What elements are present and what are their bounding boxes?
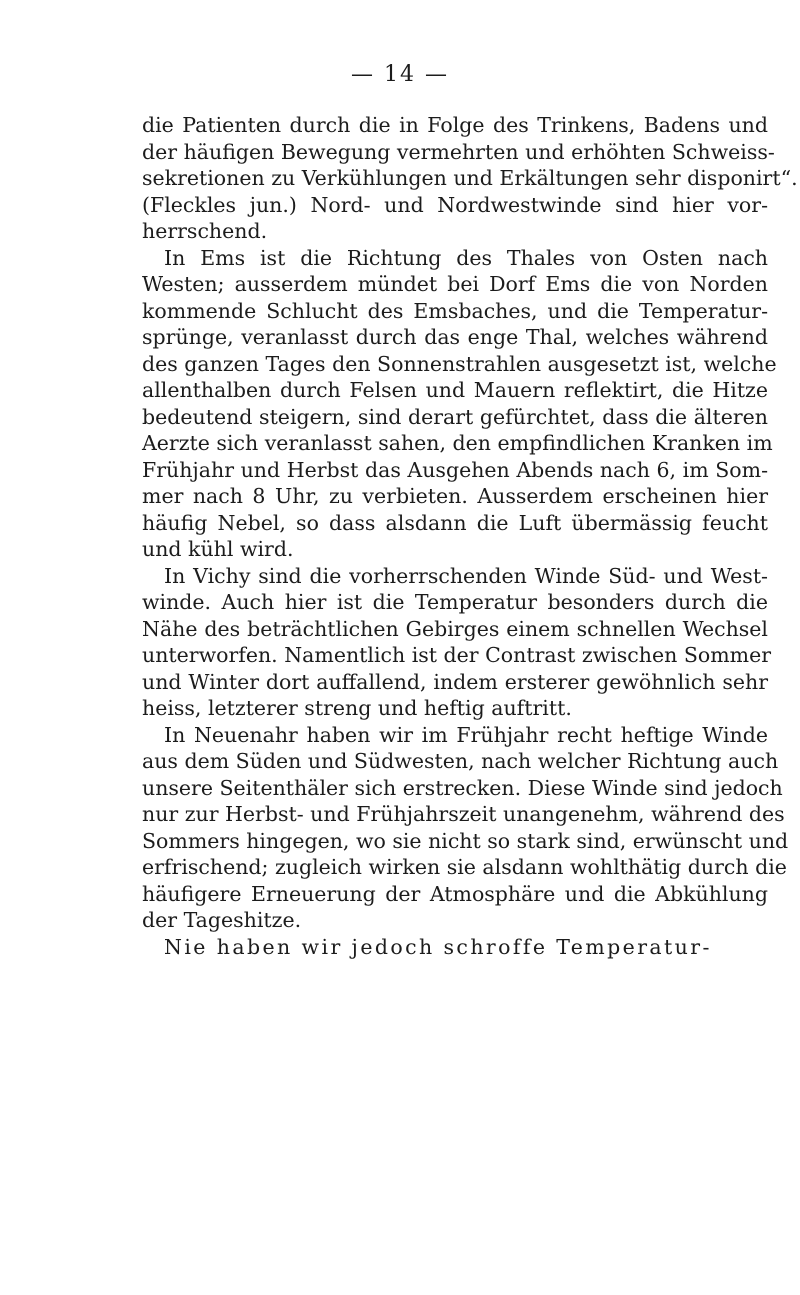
text-line: (Fleckles jun.) Nord- und Nordwestwinde sind hier vor-: [142, 192, 768, 217]
text-line: Nie haben wir jedoch schroffe Temperatur-: [164, 934, 712, 959]
text-line: heiss, letzterer streng und heftig auftritt.: [142, 696, 572, 720]
text-line: herrschend.: [142, 219, 268, 243]
text-line: des ganzen Tages den Sonnenstrahlen ausgesetzt ist, welche: [142, 351, 777, 376]
page-number: — 14 —: [351, 62, 449, 87]
text-line: erfrischend; zugleich wirken sie alsdann wohlthätig durch die: [142, 855, 787, 879]
text-line: nur zur Herbst- und Frühjahrszeit unangenehm, während des: [142, 802, 785, 826]
body-text: [142, 112, 798, 960]
text-line: der Tageshitze.: [142, 908, 302, 932]
text-line: bedeutend steigern, sind derart gefürchtet, dass die älteren: [142, 404, 768, 429]
text-line: Aerzte sich veranlasst sahen, den empfindlichen Kranken im: [142, 431, 773, 455]
text-line: allenthalben durch Felsen und Mauern reflektirt, die Hitze: [142, 378, 768, 402]
text-line: Sommers hingegen, wo sie nicht so stark sind, erwünscht und: [142, 828, 789, 853]
text-line: der häufigen Bewegung vermehrten und erhöhten Schweiss-: [142, 139, 775, 164]
text-line: aus dem Süden und Südwesten, nach welcher Richtung auch: [142, 749, 779, 773]
text-line: die Patienten durch die in Folge des Trinkens, Badens und: [142, 113, 768, 137]
text-line: mer nach 8 Uhr, zu verbieten. Ausserdem erscheinen hier: [142, 484, 768, 508]
text-line: und Winter dort auffallend, indem ersterer gewöhnlich sehr: [142, 669, 768, 694]
text-line: unsere Seitenthäler sich erstrecken. Diese Winde sind jedoch: [142, 775, 783, 800]
text-line: Nähe des beträchtlichen Gebirges einem schnellen Wechsel: [142, 616, 768, 641]
text-line: unterworfen. Namentlich ist der Contrast zwischen Sommer: [142, 643, 772, 667]
text-line: häufigere Erneuerung der Atmosphäre und die Abkühlung: [142, 881, 768, 906]
text-line: häufig Nebel, so dass alsdann die Luft übermässig feucht: [142, 510, 768, 535]
text-line: In Ems ist die Richtung des Thales von Osten nach: [164, 245, 768, 270]
text-line: Frühjahr und Herbst das Ausgehen Abends nach 6, im Som-: [142, 457, 768, 482]
text-line: In Vichy sind die vorherrschenden Winde Süd- und West-: [164, 563, 768, 588]
text-line: kommende Schlucht des Emsbaches, und die Temperatur-: [142, 298, 768, 323]
text-line: Westen; ausserdem mündet bei Dorf Ems die von Norden: [142, 272, 768, 296]
text-line: sekretionen zu Verkühlungen und Erkältungen sehr disponirt“.: [142, 166, 798, 190]
text-line: In Neuenahr haben wir im Frühjahr recht heftige Winde: [164, 722, 768, 747]
text-line: winde. Auch hier ist die Temperatur besonders durch die: [142, 590, 768, 614]
text-line: und kühl wird.: [142, 537, 294, 561]
text-line: sprünge, veranlasst durch das enge Thal, welches während: [142, 325, 768, 349]
